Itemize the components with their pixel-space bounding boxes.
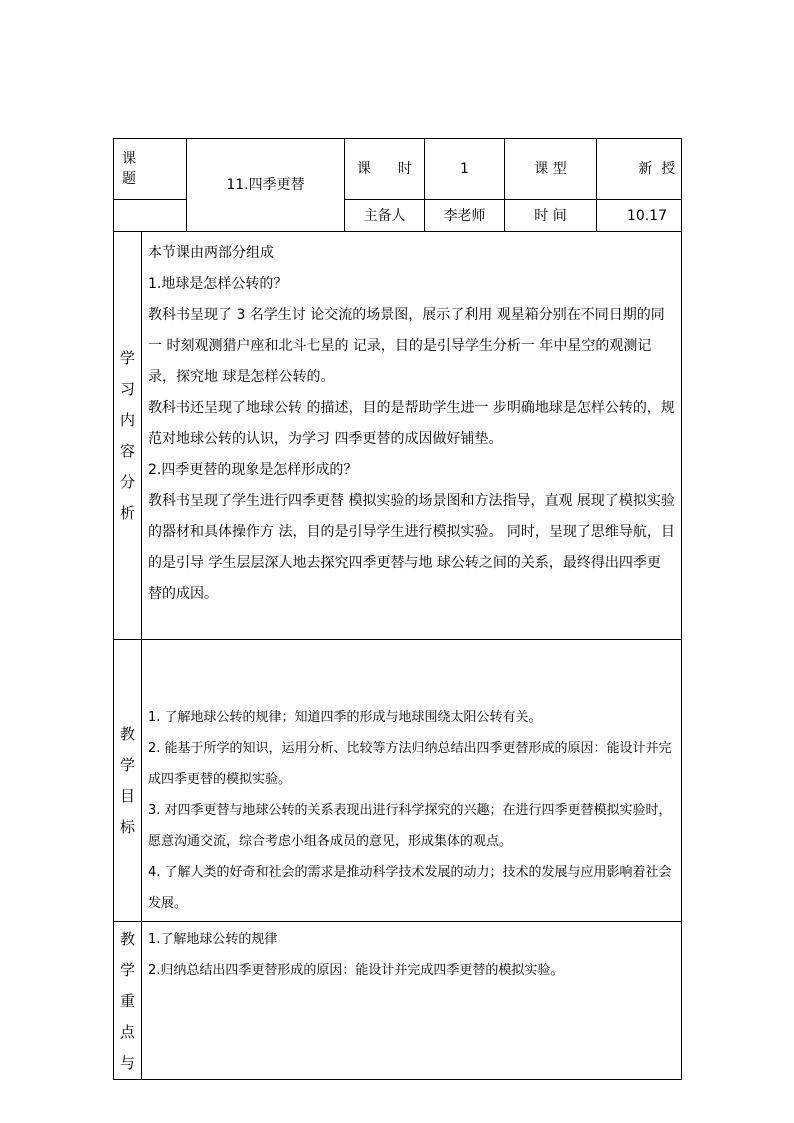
- keypoints-row: [114, 922, 682, 1080]
- keypoints-label-char: 重: [119, 992, 135, 1010]
- time-value-cell: [597, 200, 682, 232]
- type-value: 新 授: [638, 161, 676, 177]
- preparer-value-cell: [425, 200, 505, 232]
- analysis-row: [114, 232, 682, 640]
- analysis-paragraph: 教科书还呈现了地球公转 的描述，目的是帮助学生进一 步明确地球是怎样公转的，规 范对地球公转的认识，为学习 四季更替的成因做好铺垫。: [148, 400, 675, 447]
- analysis-label-cell: [114, 232, 142, 640]
- objectives-label-char: 目: [119, 786, 135, 805]
- topic-label-cell: [114, 139, 187, 200]
- time-label: 时 间: [534, 207, 567, 224]
- preparer-label: 主备人: [363, 207, 406, 224]
- type-value-cell: [597, 139, 682, 200]
- keypoints-content-cell: [142, 922, 682, 1080]
- topic-label-a: 课: [122, 151, 136, 167]
- analysis-label-char: 容: [119, 441, 135, 460]
- keypoints-label-char: 教: [119, 930, 135, 948]
- objective-item: 3. 对四季更替与地球公转的关系表现出进行科学探究的兴趣；在进行四季更替模拟实验时，愿意沟通交流，综合考虑小组各成员的意见，形成集体的观点。: [148, 803, 672, 849]
- preparer-value: 李老师: [443, 207, 486, 224]
- analysis-label-char: 学: [119, 348, 135, 367]
- analysis-paragraph: 本节课由两部分组成: [148, 245, 274, 261]
- period-value-cell: [425, 139, 505, 200]
- topic-value: 11.四季更替: [226, 177, 305, 193]
- type-label-cell: [505, 139, 597, 200]
- analysis-paragraph: 1.地球是怎样公转的？: [148, 276, 288, 292]
- keypoint-item: 2.归纳总结出四季更替形成的原因：能设计并完成四季更替的模拟实验。: [148, 963, 564, 978]
- objectives-label-char: 教: [119, 724, 135, 743]
- analysis-paragraph: 教科书呈现了学生进行四季更替 模拟实验的场景图和方法指导，直观 展现了模拟实验的器材和具体操作方 法，目的是引导学生进行模拟实验。 同时，呈现了思维导航，目的是引导 学生层层深人地去探究四季更替与地 球公转之间的关系，最终得出四季更 替的成因。: [148, 493, 675, 602]
- keypoint-item: 1.了解地球公转的规律: [148, 932, 278, 947]
- analysis-content-cell: [142, 232, 682, 640]
- time-label-cell: [505, 200, 597, 232]
- lesson-plan-table: [113, 138, 682, 1080]
- objectives-label-cell: [114, 640, 142, 922]
- period-label-a: 课: [357, 161, 372, 177]
- topic-value-cell: [187, 139, 345, 232]
- period-label-cell: [345, 139, 425, 200]
- period-value: 1: [460, 161, 469, 177]
- preparer-label-cell: [345, 200, 425, 232]
- objectives-content-cell: [142, 640, 682, 922]
- objectives-label-char: 学: [119, 755, 135, 774]
- objective-item: 4. 了解人类的好奇和社会的需求是推动科学技术发展的动力；技术的发展与应用影响着社会发展。: [148, 865, 672, 911]
- analysis-paragraph: 2.四季更替的现象是怎样形成的？: [148, 462, 358, 478]
- header-row-1: [114, 139, 682, 200]
- keypoints-label-char: 点: [119, 1023, 135, 1041]
- period-label-b: 时: [397, 161, 412, 177]
- time-value: 10.17: [626, 207, 667, 224]
- objectives-label-char: 标: [119, 817, 135, 836]
- keypoints-label-cell: [114, 922, 142, 1080]
- analysis-label-char: 分: [119, 472, 135, 491]
- analysis-label-char: 习: [119, 379, 135, 398]
- analysis-label-char: 内: [119, 410, 135, 429]
- keypoints-label-char: 学: [119, 961, 135, 979]
- topic-label-b: 题: [122, 171, 136, 187]
- analysis-paragraph: 教科书呈现了 3 名学生讨 论交流的场景图，展示了利用 观星箱分别在不同日期的同一 时刻观测猎户座和北斗七星的 记录，目的是引导学生分析一 年中星空的观测记录，探究地 球是怎样公转的。: [148, 307, 665, 385]
- objective-item: 1. 了解地球公转的规律；知道四季的形成与地球围绕太阳公转有关。: [148, 710, 542, 725]
- objectives-row: [114, 640, 682, 922]
- lesson-plan-sheet: [113, 138, 681, 1080]
- analysis-label-char: 析: [119, 503, 135, 522]
- objective-item: 2. 能基于所学的知识，运用分析、比较等方法归纳总结出四季更替形成的原因：能设计并完成四季更替的模拟实验。: [148, 741, 672, 787]
- topic-label-cell-lower: [114, 200, 187, 232]
- keypoints-label-char: 与: [119, 1054, 135, 1072]
- type-label: 课 型: [534, 161, 567, 177]
